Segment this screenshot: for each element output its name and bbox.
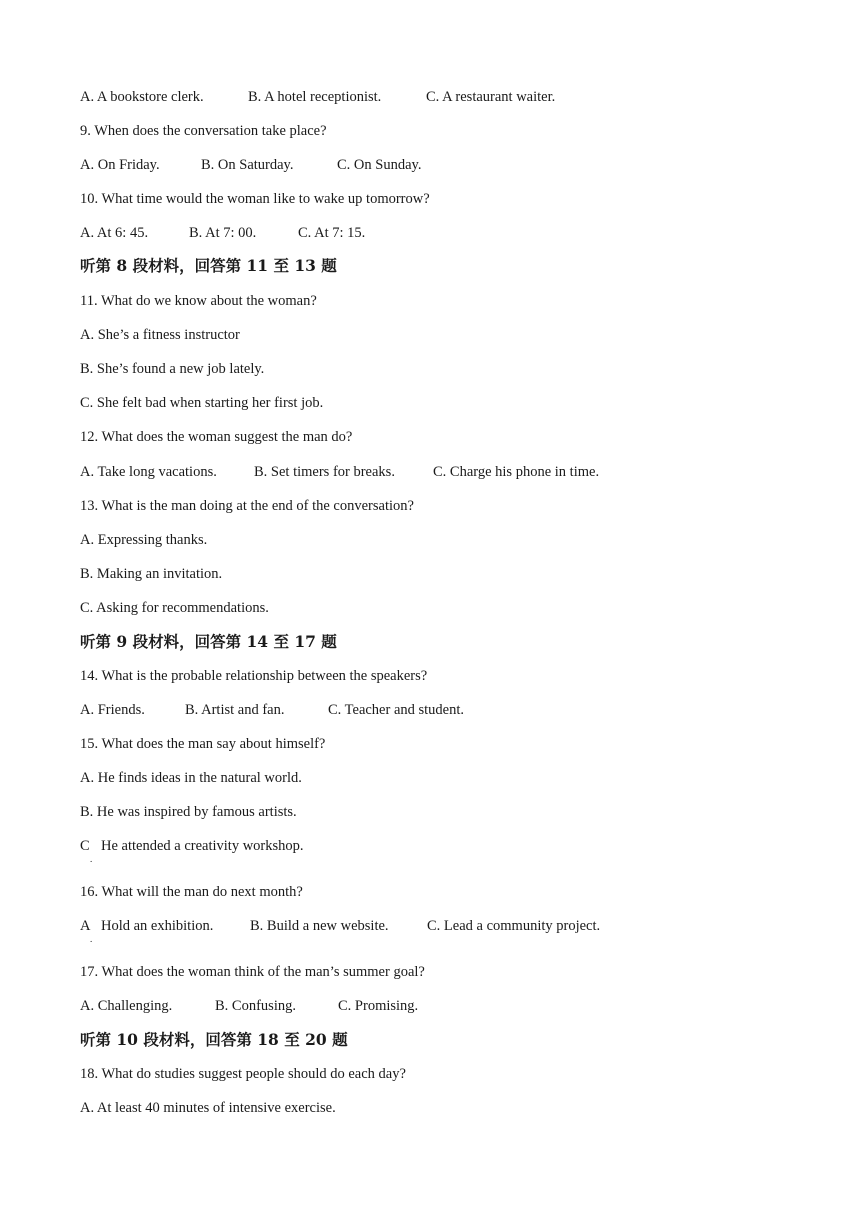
q10-question: 10. What time would the woman like to wake up tomorrow? [80, 191, 430, 207]
q14-question: 14. What is the probable relationship between the speakers? [80, 668, 428, 684]
q10-option-b: B. At 7: 00. [189, 225, 257, 241]
q14-option-b: B. Artist and fan. [185, 702, 285, 718]
q11-option-a: A. She’s a fitness instructor [80, 327, 240, 343]
q18-question: 18. What do studies suggest people should do each day? [80, 1066, 406, 1082]
section-heading-9: 听第 9 段材料，回答第 14 至 17 题 [80, 632, 337, 651]
q8-option-b: B. A hotel receptionist. [248, 89, 382, 105]
q16-option-a-text: Hold an exhibition. [101, 918, 214, 934]
q12-question: 12. What does the woman suggest the man do? [80, 429, 353, 445]
q9-option-c: C. On Sunday. [337, 157, 422, 173]
q15-question: 15. What does the man say about himself? [80, 736, 326, 752]
q12-option-b: B. Set timers for breaks. [254, 464, 395, 480]
q11-question: 11. What do we know about the woman? [80, 293, 317, 309]
q18-option-a: A. At least 40 minutes of intensive exercise. [80, 1100, 336, 1116]
q17-option-b: B. Confusing. [215, 998, 296, 1014]
q15-option-c [80, 837, 480, 867]
q11-option-c: C. She felt bad when starting her first job. [80, 395, 324, 411]
q16-option-c: C. Lead a community project. [427, 918, 601, 934]
q14-option-c: C. Teacher and student. [328, 702, 465, 718]
q13-question: 13. What is the man doing at the end of the conversation? [80, 498, 414, 514]
q11-option-b: B. She’s found a new job lately. [80, 361, 265, 377]
q15-option-a: A. He finds ideas in the natural world. [80, 770, 302, 786]
q13-option-c: C. Asking for recommendations. [80, 600, 269, 616]
q9-option-a: A. On Friday. [80, 157, 160, 173]
q9-option-b: B. On Saturday. [201, 157, 294, 173]
q16-option-a-dot: . [90, 934, 93, 944]
q17-option-a: A. Challenging. [80, 998, 173, 1014]
q17-option-c: C. Promising. [338, 998, 419, 1014]
q9-question: 9. When does the conversation take place? [80, 123, 327, 139]
section-heading-8: 听第 8 段材料，回答第 11 至 13 题 [80, 256, 337, 275]
q10-options [80, 224, 780, 242]
q14-options [80, 701, 780, 719]
q15-option-b: B. He was inspired by famous artists. [80, 804, 297, 820]
q9-options [80, 156, 780, 174]
q16-option-a-letter: A [80, 918, 91, 934]
q16-options [80, 917, 780, 947]
q15-option-c-letter: C [80, 838, 90, 854]
q17-options [80, 997, 780, 1015]
q12-option-a: A. Take long vacations. [80, 464, 217, 480]
q15-option-c-text: He attended a creativity workshop. [101, 838, 304, 854]
q14-option-a: A. Friends. [80, 702, 145, 718]
q17-question: 17. What does the woman think of the man’s summer goal? [80, 964, 425, 980]
q12-option-c: C. Charge his phone in time. [433, 464, 600, 480]
q8-option-a: A. A bookstore clerk. [80, 89, 204, 105]
q10-option-c: C. At 7: 15. [298, 225, 366, 241]
q8-option-c: C. A restaurant waiter. [426, 89, 556, 105]
q16-question: 16. What will the man do next month? [80, 884, 303, 900]
q8-options [80, 88, 780, 106]
q15-option-c-dot: . [90, 854, 93, 864]
q16-option-b: B. Build a new website. [250, 918, 389, 934]
section-heading-10: 听第 10 段材料，回答第 18 至 20 题 [80, 1030, 348, 1049]
q12-options [80, 463, 780, 481]
q10-option-a: A. At 6: 45. [80, 225, 149, 241]
q13-option-a: A. Expressing thanks. [80, 532, 208, 548]
q13-option-b: B. Making an invitation. [80, 566, 223, 582]
